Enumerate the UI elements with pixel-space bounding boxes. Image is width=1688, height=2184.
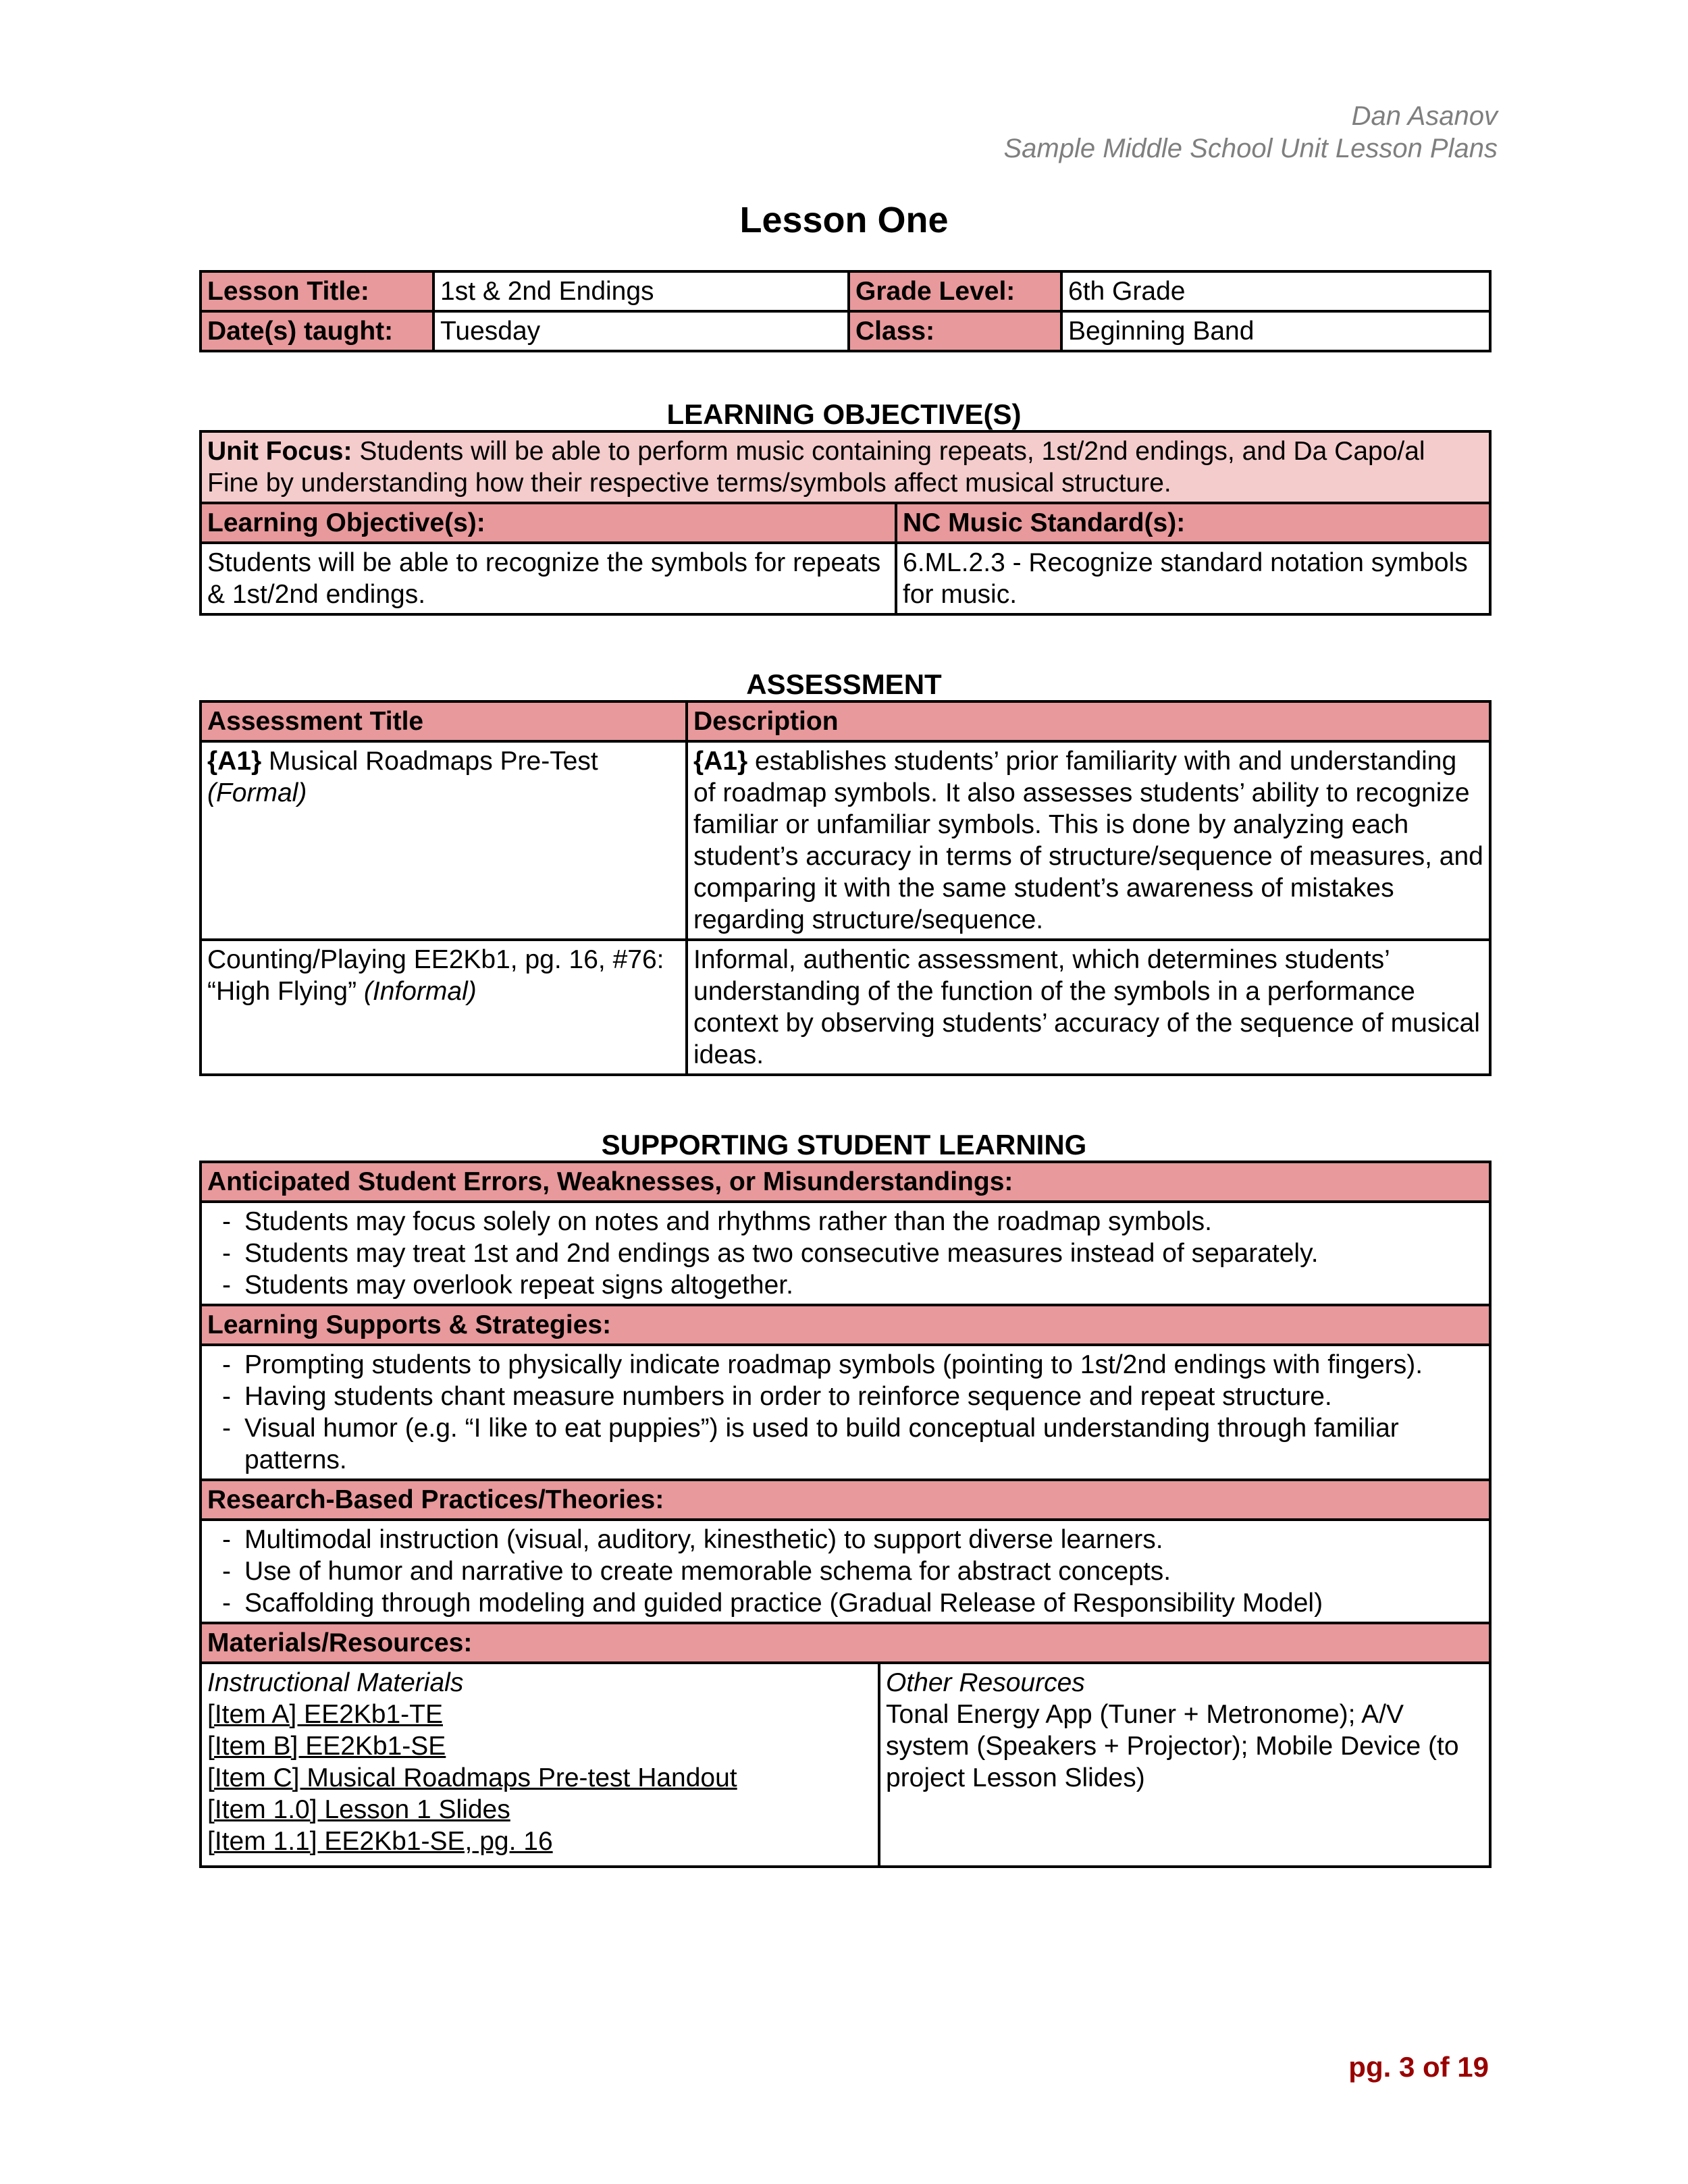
header-author: Dan Asanov [1351,101,1498,131]
material-link-item-1-0[interactable]: [Item 1.0] Lesson 1 Slides [207,1795,510,1824]
research-cell [201,1520,1490,1623]
list-item: - Students may overlook repeat signs altogether. [207,1269,1483,1301]
other-resources-text: Tonal Energy App (Tuner + Metronome); A/V system (Speakers + Projector); Mobile Device (to project Lesson Slides) [886,1700,1459,1792]
list-item: - Use of humor and narrative to create memorable schema for abstract concepts. [207,1555,1483,1587]
nc-standard-label: NC Music Standard(s): [896,503,1490,543]
supports-list [207,1349,1483,1476]
material-link-item-c[interactable]: [Item C] Musical Roadmaps Pre-test Handout [207,1763,737,1792]
grade-level-label: Grade Level: [849,271,1061,311]
errors-label: Anticipated Student Errors, Weaknesses, or Misunderstandings: [201,1162,1490,1202]
errors-cell [201,1202,1490,1305]
supports-cell [201,1345,1490,1480]
table-row [201,940,1490,1075]
date-value: Tuesday [433,311,849,351]
research-list [207,1524,1483,1619]
instructional-materials-cell [201,1663,879,1867]
assessment-heading: ASSESSMENT [746,668,942,700]
materials-label: Materials/Resources: [201,1623,1490,1663]
page-number: pg. 3 of 19 [1348,2051,1489,2083]
support-table [199,1161,1492,1868]
lesson-info-table [199,270,1492,352]
assessment-description-cell [687,741,1490,940]
list-item: - Prompting students to physically indicate roadmap symbols (pointing to 1st/2nd endings with fingers). [207,1349,1483,1381]
unit-focus-text: Students will be able to perform music containing repeats, 1st/2nd endings, and Da Capo/al Fine by understanding how their respective terms/symbols affect musical structure. [207,437,1425,498]
class-value: Beginning Band [1061,311,1490,351]
other-resources-label: Other Resources [886,1668,1085,1697]
assessment-table [199,700,1492,1076]
nc-standard-text: 6.ML.2.3 - Recognize standard notation symbols for music. [896,543,1490,614]
unit-focus-cell [201,431,1490,503]
assessment-tag: {A1} [207,747,262,776]
list-item: - Students may treat 1st and 2nd endings as two consecutive measures instead of separately. [207,1237,1483,1269]
table-row [201,741,1490,940]
assessment-type: (Formal) [207,778,307,807]
assessment-description-header: Description [687,701,1490,741]
assessment-type: (Informal) [363,977,477,1006]
learning-objective-label: Learning Objective(s): [201,503,896,543]
unit-focus-label: Unit Focus: [207,437,352,466]
lesson-title-label: Lesson Title: [201,271,433,311]
list-item: - Having students chant measure numbers in order to reinforce sequence and repeat structure. [207,1381,1483,1412]
page-title: Lesson One [739,200,949,240]
description-tag: {A1} [693,747,748,776]
material-link-item-b[interactable]: [Item B] EE2Kb1-SE [207,1732,446,1761]
list-item: - Students may focus solely on notes and rhythms rather than the roadmap symbols. [207,1206,1483,1237]
assessment-description: establishes students’ prior familiarity with and understanding of roadmap symbols. It also assesses students’ ability to recognize familiar or unfamiliar symbols. This is done by analyzing each student’s accuracy in terms of structure/sequence of measures, and comparing it with the same student’s awareness of mistakes regarding structure/sequence. [693,747,1483,934]
assessment-description-cell: Informal, authentic assessment, which determines students’ understanding of the function of the symbols in a performance context by observing students’ accuracy of the sequence of musical ideas. [687,940,1490,1075]
learning-objective-text: Students will be able to recognize the symbols for repeats & 1st/2nd endings. [201,543,896,614]
instructional-materials-label: Instructional Materials [207,1668,464,1697]
objectives-heading: LEARNING OBJECTIVE(S) [666,398,1022,430]
supports-label: Learning Supports & Strategies: [201,1305,1490,1345]
objectives-table [199,430,1492,616]
class-label: Class: [849,311,1061,351]
list-item: - Multimodal instruction (visual, auditory, kinesthetic) to support diverse learners. [207,1524,1483,1555]
list-item: - Visual humor (e.g. “I like to eat puppies”) is used to build conceptual understanding through familiar patterns. [207,1412,1483,1476]
errors-list [207,1206,1483,1301]
grade-level-value: 6th Grade [1061,271,1490,311]
assessment-title-cell [201,940,687,1075]
assessment-title-cell [201,741,687,940]
assessment-title: Counting/Playing EE2Kb1, pg. 16, #76: “High Flying” [207,945,664,1006]
lesson-title-value: 1st & 2nd Endings [433,271,849,311]
assessment-title: Musical Roadmaps Pre-Test [261,747,598,776]
assessment-title-header: Assessment Title [201,701,687,741]
date-label: Date(s) taught: [201,311,433,351]
research-label: Research-Based Practices/Theories: [201,1480,1490,1520]
support-heading: SUPPORTING STUDENT LEARNING [601,1129,1087,1161]
running-header [1003,100,1498,165]
other-resources-cell [879,1663,1490,1867]
list-item: - Scaffolding through modeling and guided practice (Gradual Release of Responsibility Model) [207,1587,1483,1619]
material-link-item-1-1[interactable]: [Item 1.1] EE2Kb1-SE, pg. 16 [207,1827,553,1856]
material-link-item-a[interactable]: [Item A] EE2Kb1-TE [207,1700,443,1729]
header-subtitle: Sample Middle School Unit Lesson Plans [1003,134,1498,163]
